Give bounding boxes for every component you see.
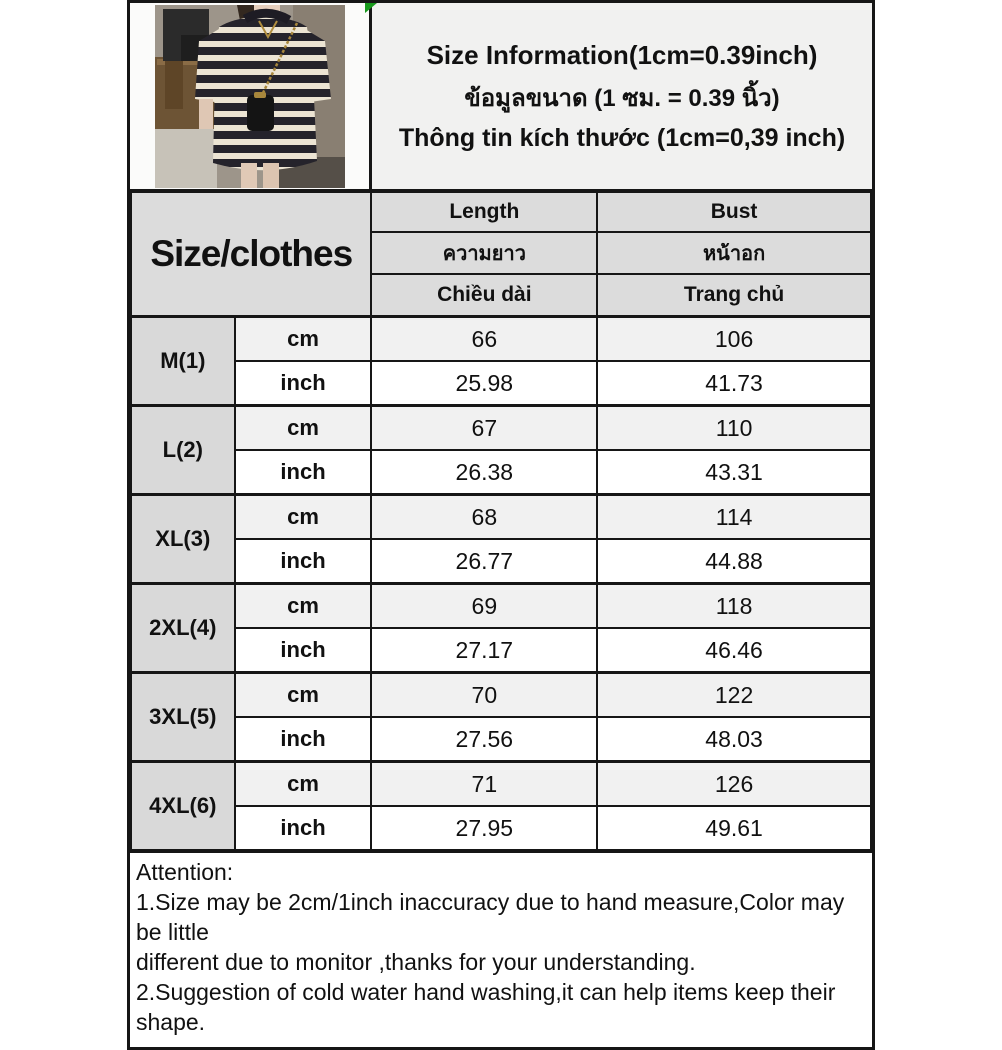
attention-lines: [136, 887, 866, 1037]
unit-label-cm: cm: [235, 584, 372, 629]
size-label: L(2): [131, 406, 235, 495]
length-value-inch: 27.17: [371, 628, 597, 673]
corner-cell: Size/clothes: [131, 192, 371, 317]
banner-photo-cell: [130, 3, 372, 189]
unit-label-inch: inch: [235, 628, 372, 673]
size-label: 2XL(4): [131, 584, 235, 673]
bust-value-cm: 110: [597, 406, 871, 451]
length-value-inch: 25.98: [371, 361, 597, 406]
bust-value-inch: 46.46: [597, 628, 871, 673]
unit-label-inch: inch: [235, 717, 372, 762]
unit-label-cm: cm: [235, 762, 372, 807]
length-value-cm: 69: [371, 584, 597, 629]
length-value-cm: 68: [371, 495, 597, 540]
attention-box: [130, 851, 872, 1047]
bust-value-cm: 114: [597, 495, 871, 540]
col-header-bust-th: หน้าอก: [597, 232, 871, 274]
banner-info-cell: [372, 3, 872, 189]
unit-label-cm: cm: [235, 406, 372, 451]
length-value-inch: 27.56: [371, 717, 597, 762]
unit-label-cm: cm: [235, 495, 372, 540]
banner: [130, 3, 872, 191]
bust-value-cm: 126: [597, 762, 871, 807]
length-value-cm: 66: [371, 317, 597, 362]
size-label: 4XL(6): [131, 762, 235, 851]
size-label: 3XL(5): [131, 673, 235, 762]
unit-label-cm: cm: [235, 673, 372, 718]
bust-value-inch: 43.31: [597, 450, 871, 495]
col-header-bust-en: Bust: [597, 192, 871, 232]
bust-value-inch: 49.61: [597, 806, 871, 850]
attention-line: different due to monitor ,thanks for your understanding.: [136, 949, 696, 975]
unit-label-inch: inch: [235, 806, 372, 850]
unit-label-inch: inch: [235, 450, 372, 495]
bust-value-inch: 41.73: [597, 361, 871, 406]
unit-label-cm: cm: [235, 317, 372, 362]
size-info-title-th: ข้อมูลขนาด (1 ซม. = 0.39 นิ้ว): [464, 84, 780, 112]
bust-value-cm: 122: [597, 673, 871, 718]
size-info-title-vi: Thông tin kích thước (1cm=0,39 inch): [398, 123, 846, 152]
size-label: XL(3): [131, 495, 235, 584]
length-value-inch: 26.38: [371, 450, 597, 495]
bust-value-inch: 44.88: [597, 539, 871, 584]
size-label: M(1): [131, 317, 235, 406]
length-value-inch: 27.95: [371, 806, 597, 850]
attention-heading: Attention:: [136, 859, 234, 885]
unit-label-inch: inch: [235, 539, 372, 584]
col-header-bust-vi: Trang chủ: [597, 274, 871, 317]
length-value-inch: 26.77: [371, 539, 597, 584]
bust-value-inch: 48.03: [597, 717, 871, 762]
col-header-length-en: Length: [371, 192, 597, 232]
product-photo: [155, 5, 345, 188]
size-table: [130, 191, 872, 851]
length-value-cm: 67: [371, 406, 597, 451]
attention-line: 1.Size may be 2cm/1inch inaccuracy due to hand measure,Color may be little: [136, 889, 845, 945]
bust-value-cm: 106: [597, 317, 871, 362]
comment-flag-icon: [365, 3, 377, 13]
col-header-length-vi: Chiều dài: [371, 274, 597, 317]
attention-line: 2.Suggestion of cold water hand washing,it can help items keep their shape.: [136, 979, 836, 1035]
size-info-title-en: Size Information(1cm=0.39inch): [426, 39, 818, 70]
size-table-body: [131, 317, 871, 851]
length-value-cm: 71: [371, 762, 597, 807]
size-chart-sheet: [127, 0, 875, 1050]
bust-value-cm: 118: [597, 584, 871, 629]
col-header-length-th: ความยาว: [371, 232, 597, 274]
length-value-cm: 70: [371, 673, 597, 718]
unit-label-inch: inch: [235, 361, 372, 406]
